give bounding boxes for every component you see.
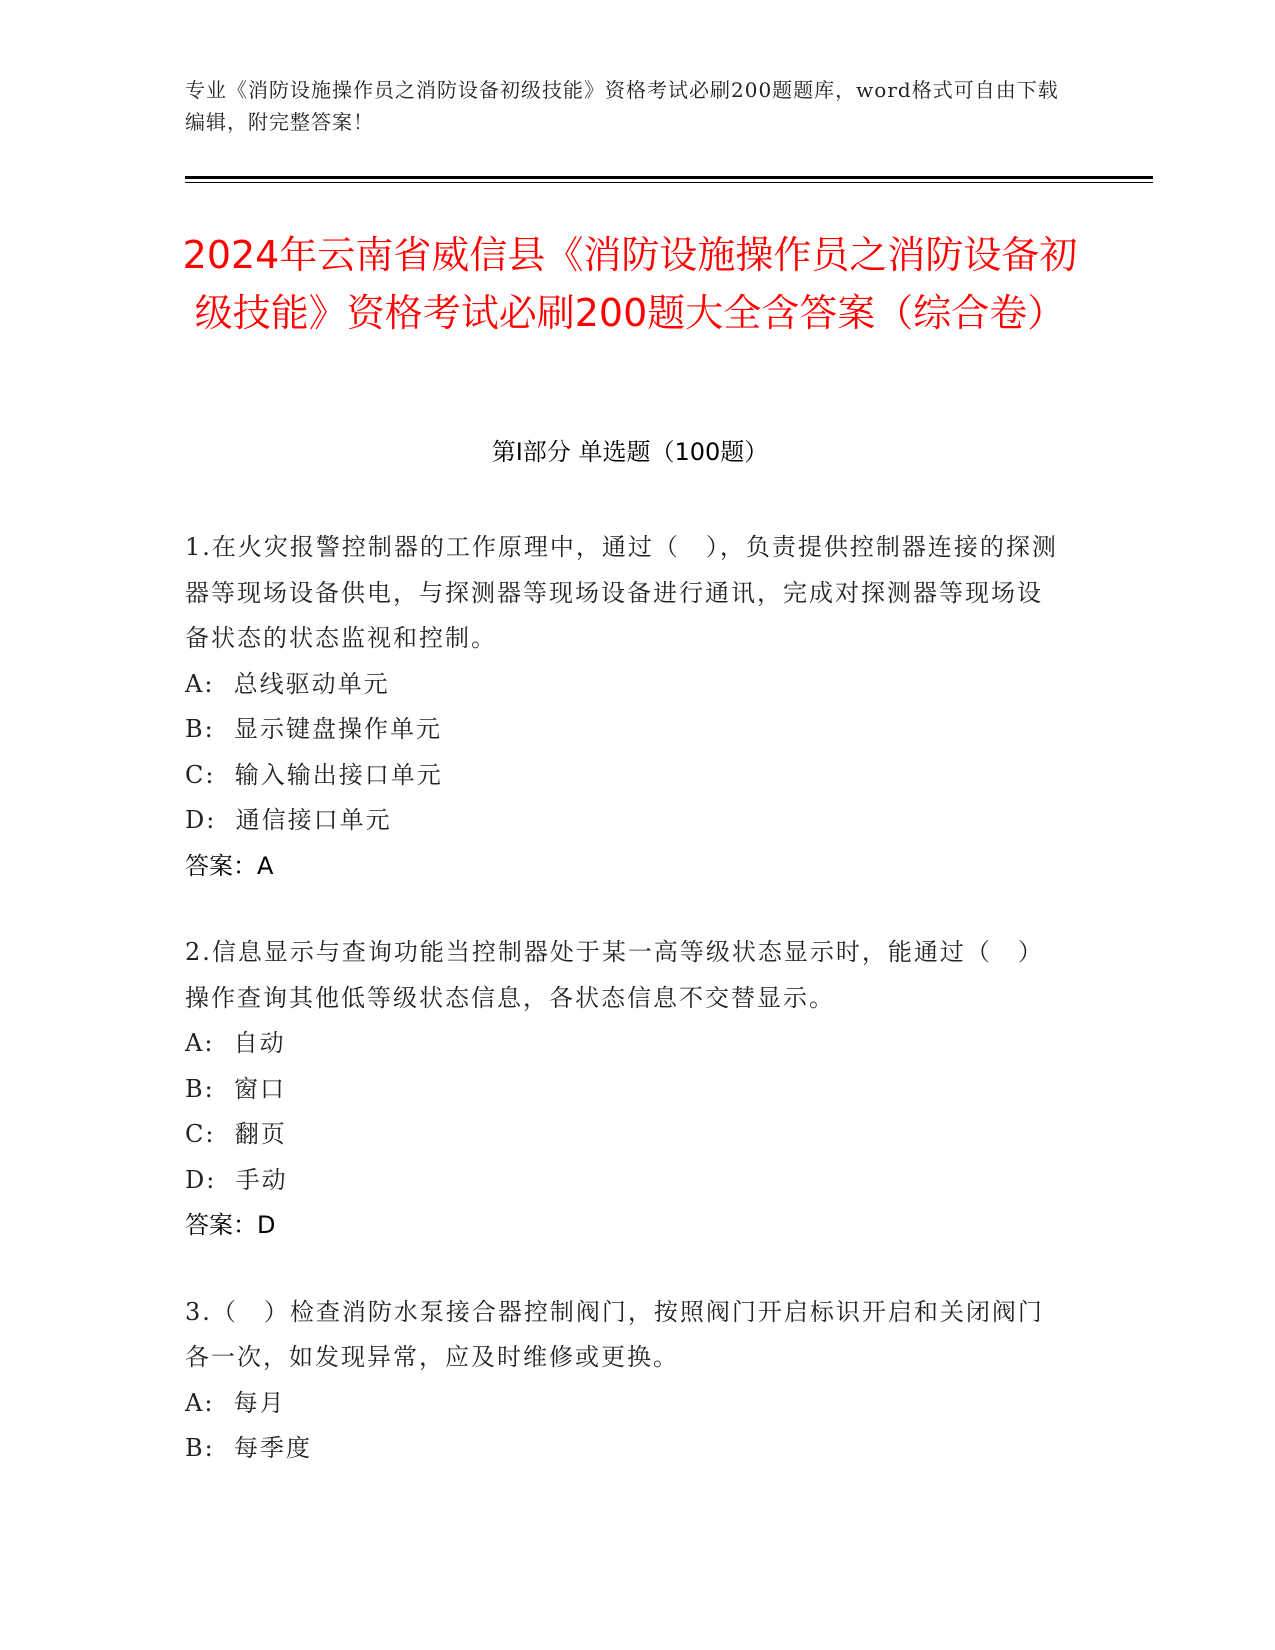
option-d: D: 手动 — [185, 1165, 288, 1194]
question-stem: 3.（ ）检查消防水泵接合器控制阀门，按照阀门开启标识开启和关闭阀门各一次，如发现异常，应及时维修或更换。 — [185, 1297, 1044, 1371]
question-list — [185, 525, 1065, 1513]
question-3 — [185, 1290, 1065, 1472]
answer-line: 答案：D — [185, 1211, 276, 1239]
header-note: 专业《消防设施操作员之消防设备初级技能》资格考试必刷200题题库，word格式可自由下载编辑，附完整答案！ — [185, 78, 1059, 134]
section-title: 第Ⅰ部分 单选题（100题） — [491, 438, 769, 466]
question-2 — [185, 930, 1065, 1249]
option-b: B: 每季度 — [185, 1434, 312, 1462]
option-a: A: 自动 — [185, 1029, 286, 1057]
answer-line: 答案：A — [185, 851, 274, 880]
option-a: A: 每月 — [185, 1388, 286, 1417]
document-title: 2024年云南省威信县《消防设施操作员之消防设备初级技能》资格考试必刷200题大全含答案（综合卷） — [182, 233, 1078, 335]
question-stem: 1.在火灾报警控制器的工作原理中，通过（ ），负责提供控制器连接的探测器等现场设备供电，与探测器等现场设备进行通讯，完成对探测器等现场设备状态的状态监视和控制。 — [185, 533, 1058, 652]
option-b: B: 窗口 — [185, 1074, 286, 1103]
option-d: D: 通信接口单元 — [185, 806, 392, 834]
option-b: B: 显示键盘操作单元 — [185, 715, 442, 743]
option-c: C: 输入输出接口单元 — [185, 760, 443, 789]
option-a: A: 总线驱动单元 — [185, 669, 390, 698]
option-c: C: 翻页 — [185, 1120, 287, 1148]
header-divider-thin — [185, 182, 1153, 183]
question-1 — [185, 525, 1065, 889]
header-divider-thick — [185, 176, 1153, 179]
question-stem: 2.信息显示与查询功能当控制器处于某一高等级状态显示时，能通过（ ）操作查询其他低等级状态信息，各状态信息不交替显示。 — [185, 938, 1044, 1012]
